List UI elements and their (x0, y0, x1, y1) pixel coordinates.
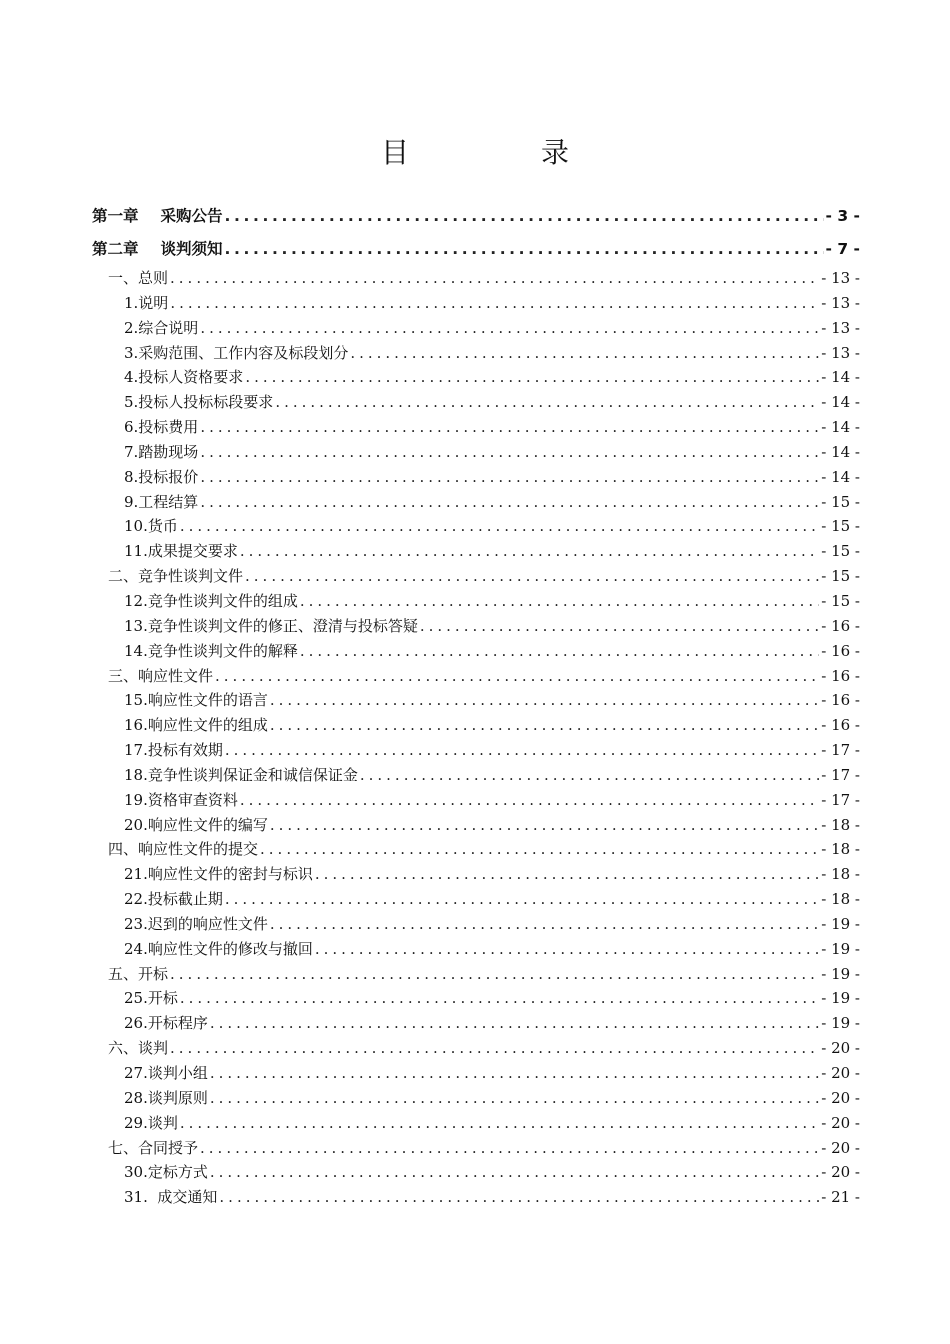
page-number: - 20 - (821, 1163, 860, 1182)
dot-leader (245, 365, 819, 390)
entry-label: 一、总则 (108, 269, 169, 287)
page-number: - 14 - (821, 467, 860, 486)
dot-leader (270, 688, 819, 713)
page-title: 目 录 (380, 136, 621, 169)
page-number: - 7 - (825, 240, 860, 258)
entry-label: 三、响应性文件 (108, 666, 214, 685)
dot-leader (200, 1136, 819, 1161)
toc-item[interactable] (92, 291, 860, 316)
entry-label: 3.采购范围、工作内容及标段划分 (124, 343, 349, 362)
entry-label: 七、合同授予 (108, 1138, 199, 1157)
dot-leader (360, 763, 819, 788)
toc-item[interactable] (92, 415, 860, 440)
toc-section[interactable] (92, 664, 860, 689)
chapter-number: 第二章 (92, 240, 139, 258)
entry-label: 15.响应性文件的语言 (124, 691, 268, 710)
toc-item[interactable] (92, 390, 860, 415)
dot-leader (200, 490, 819, 515)
entry-label: 六、谈判 (108, 1039, 169, 1058)
toc-item[interactable] (92, 341, 860, 366)
page-number: - 13 - (821, 343, 860, 362)
page-number: - 19 - (821, 989, 860, 1008)
dot-leader (200, 316, 819, 341)
toc-chapter[interactable] (92, 233, 860, 266)
chapter-number: 第一章 (92, 207, 139, 225)
dot-leader (210, 1011, 819, 1036)
toc-item[interactable] (92, 1185, 860, 1210)
dot-leader (300, 639, 819, 664)
dot-leader (240, 539, 819, 564)
entry-label: 30.定标方式 (124, 1163, 208, 1182)
dot-leader (210, 1086, 819, 1111)
toc-item[interactable] (92, 316, 860, 341)
toc-section[interactable] (92, 962, 860, 987)
dot-leader (260, 837, 819, 862)
entry-label: 11.成果提交要求 (124, 542, 238, 561)
toc-item[interactable] (92, 440, 860, 465)
entry-label: 四、响应性文件的提交 (108, 840, 259, 859)
page-number: - 13 - (821, 318, 860, 337)
toc-item[interactable] (92, 813, 860, 838)
dot-leader (170, 962, 819, 987)
entry-label: 13.竞争性谈判文件的修正、澄清与投标答疑 (124, 616, 418, 635)
entry-label: 19.资格审查资料 (124, 790, 238, 809)
chapter-title: 谈判须知 (160, 240, 223, 258)
dot-leader (350, 341, 819, 366)
dot-leader (225, 200, 824, 233)
dot-leader (270, 813, 819, 838)
toc-item[interactable] (92, 1111, 860, 1136)
toc-item[interactable] (92, 1086, 860, 1111)
dot-leader (180, 1111, 819, 1136)
dot-leader (275, 390, 819, 415)
page-number: - 14 - (821, 393, 860, 412)
page-number: - 18 - (821, 865, 860, 884)
entry-label: 16.响应性文件的组成 (124, 716, 268, 735)
toc-item[interactable] (92, 937, 860, 962)
dot-leader (170, 291, 819, 316)
entry-label: 7.踏勘现场 (124, 442, 199, 461)
page-number: - 20 - (821, 1113, 860, 1132)
toc-item[interactable] (92, 763, 860, 788)
page-number: - 15 - (821, 517, 860, 536)
toc-chapter[interactable] (92, 200, 860, 233)
page-number: - 13 - (821, 293, 860, 312)
dot-leader (300, 589, 819, 614)
dot-leader (315, 862, 819, 887)
page-number: - 14 - (821, 442, 860, 461)
entry-label: 2.综合说明 (124, 318, 199, 337)
page-number: - 15 - (821, 492, 860, 511)
toc-item[interactable] (92, 490, 860, 515)
dot-leader (219, 1185, 819, 1210)
page-number: - 21 - (821, 1188, 860, 1207)
entry-label: 24.响应性文件的修改与撤回 (124, 939, 313, 958)
page-number: - 16 - (821, 716, 860, 735)
toc-item[interactable] (92, 887, 860, 912)
dot-leader (200, 440, 819, 465)
toc-item[interactable] (92, 862, 860, 887)
dot-leader (315, 937, 819, 962)
toc-item[interactable] (92, 1011, 860, 1036)
entry-label: 5.投标人投标标段要求 (124, 393, 274, 412)
toc-item[interactable] (92, 738, 860, 763)
page-number: - 14 - (821, 368, 860, 387)
page-number: - 15 - (821, 567, 860, 586)
page-number: - 16 - (821, 616, 860, 635)
chapter-title: 采购公告 (160, 207, 223, 225)
toc-item[interactable] (92, 1160, 860, 1185)
page-number: - 17 - (821, 790, 860, 809)
dot-leader (225, 738, 819, 763)
entry-label: 12.竞争性谈判文件的组成 (124, 591, 298, 610)
dot-leader (420, 614, 819, 639)
entry-label: 31. 成交通知 (124, 1188, 218, 1207)
entry-label: 22.投标截止期 (124, 890, 223, 909)
toc-section[interactable] (92, 266, 860, 291)
dot-leader (240, 788, 819, 813)
entry-label: 20.响应性文件的编写 (124, 815, 268, 834)
page-number: - 3 - (825, 207, 860, 225)
entry-label: 1.说明 (124, 293, 169, 312)
page-number: - 20 - (821, 1064, 860, 1082)
dot-leader (270, 912, 819, 937)
dot-leader (245, 564, 819, 589)
dot-leader (200, 465, 819, 490)
entry-label: 五、开标 (108, 964, 169, 983)
entry-label: 26.开标程序 (124, 1014, 208, 1033)
dot-leader (225, 887, 819, 912)
entry-label: 18.竞争性谈判保证金和诚信保证金 (124, 765, 358, 784)
page-number: - 20 - (821, 1039, 860, 1058)
entry-label: 25.开标 (124, 989, 178, 1008)
toc-section[interactable] (92, 837, 860, 862)
table-of-contents (92, 200, 860, 1210)
entry-label: 29.谈判 (124, 1113, 178, 1132)
page-number: - 16 - (821, 666, 860, 685)
toc-item[interactable] (92, 465, 860, 490)
dot-leader (210, 1061, 819, 1086)
dot-leader (215, 664, 819, 689)
entry-label: 10.货币 (124, 517, 178, 536)
entry-label: 8.投标报价 (124, 467, 199, 486)
toc-item[interactable] (92, 589, 860, 614)
page-number: - 17 - (821, 741, 860, 760)
toc-entries (92, 266, 860, 1210)
page-number: - 20 - (821, 1138, 860, 1157)
entry-label: 21.响应性文件的密封与标识 (124, 865, 313, 884)
dot-leader (170, 266, 819, 291)
entry-label: 28.谈判原则 (124, 1088, 208, 1107)
page-number: - 19 - (821, 964, 860, 983)
entry-label: 14.竞争性谈判文件的解释 (124, 641, 298, 660)
page-number: - 19 - (821, 939, 860, 958)
toc-item[interactable] (92, 539, 860, 564)
dot-leader (270, 713, 819, 738)
toc-item[interactable] (92, 365, 860, 390)
page-number: - 15 - (821, 542, 860, 561)
dot-leader (210, 1160, 819, 1185)
page-number: - 18 - (821, 890, 860, 909)
page-number: - 17 - (821, 765, 860, 784)
toc-item[interactable] (92, 788, 860, 813)
entry-label: 9.工程结算 (124, 492, 199, 511)
page-number: - 15 - (821, 591, 860, 610)
page-number: - 18 - (821, 840, 860, 859)
toc-section[interactable] (92, 1136, 860, 1161)
entry-label: 4.投标人资格要求 (124, 368, 244, 387)
toc-section[interactable] (92, 564, 860, 589)
page-number: - 16 - (821, 641, 860, 660)
entry-label: 17.投标有效期 (124, 741, 223, 760)
toc-item[interactable] (92, 713, 860, 738)
dot-leader (225, 233, 824, 266)
page-number: - 14 - (821, 418, 860, 437)
page-number: - 19 - (821, 914, 860, 933)
toc-item[interactable] (92, 912, 860, 937)
toc-item[interactable] (92, 688, 860, 713)
entry-label: 二、竞争性谈判文件 (108, 567, 244, 586)
dot-leader (180, 514, 819, 539)
entry-label: 6.投标费用 (124, 418, 199, 437)
toc-item[interactable] (92, 514, 860, 539)
toc-item[interactable] (92, 986, 860, 1011)
page-number: - 18 - (821, 815, 860, 834)
page-number: - 16 - (821, 691, 860, 710)
toc-item[interactable] (92, 614, 860, 639)
page-number: - 13 - (821, 269, 860, 287)
toc-item[interactable] (92, 639, 860, 664)
entry-label: 27.谈判小组 (124, 1064, 208, 1082)
page-number: - 19 - (821, 1014, 860, 1033)
dot-leader (200, 415, 819, 440)
toc-item[interactable] (92, 1061, 860, 1086)
entry-label: 23.迟到的响应性文件 (124, 914, 268, 933)
dot-leader (180, 986, 819, 1011)
page-number: - 20 - (821, 1088, 860, 1107)
dot-leader (170, 1036, 819, 1061)
toc-section[interactable] (92, 1036, 860, 1061)
